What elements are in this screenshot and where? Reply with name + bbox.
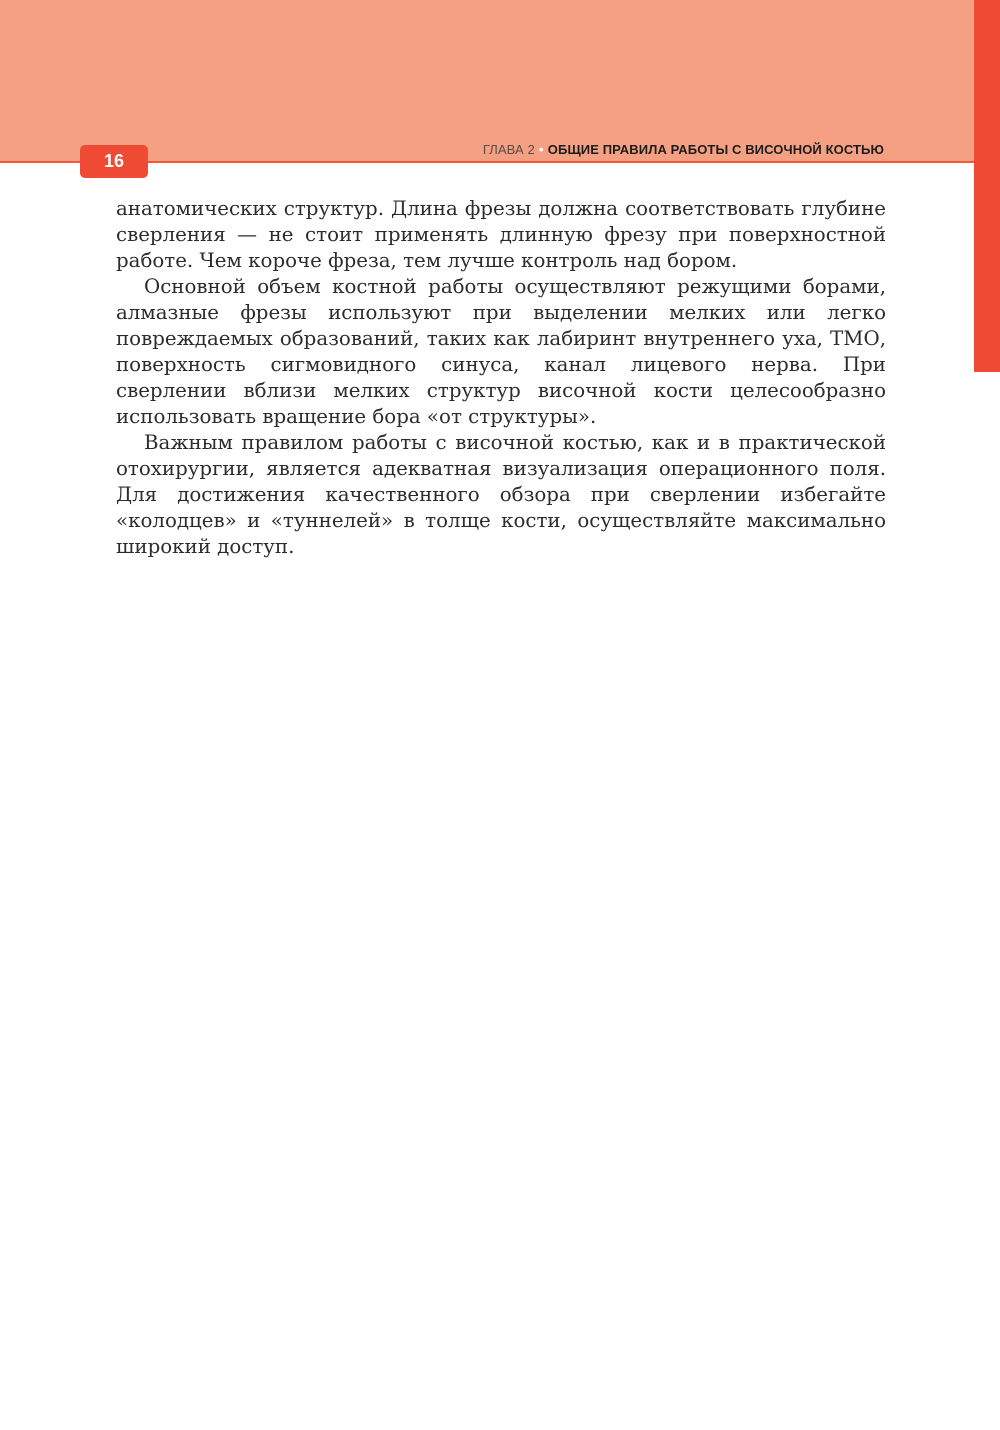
chapter-label: ГЛАВА 2 <box>482 142 535 157</box>
paragraph-continuation: анатомических структур. Длина фрезы должна соответствовать глубине сверления — не стоит применять длинную фрезу при поверхностной работе. Чем короче фреза, тем лучше контроль над бором. <box>116 197 886 272</box>
header-band <box>0 0 974 162</box>
paragraph: Основной объем костной работы осуществляют режущими борами, алмазные фрезы используют при выделении мелких или легко повреждаемых образований, таких как лабиринт внутреннего уха, ТМО, поверхность сигмовидного синуса, канал лицевого нерва. При сверлении вблизи мелких структур височной кости целесообразно использовать вращение бора «от структуры». <box>116 275 886 428</box>
page-number-badge: 16 <box>80 145 148 178</box>
chapter-side-tab <box>974 0 1000 372</box>
paragraph: Важным правилом работы с височной костью, как и в практической отохирургии, является адекватная визуализация операционного поля. Для достижения качественного обзора при сверлении избегайте «колодцев» и «туннелей» в толще кости, осуществляйте максимально широкий доступ. <box>116 431 886 558</box>
bullet-separator: • <box>538 141 544 157</box>
running-head <box>483 140 884 159</box>
body-text <box>116 196 886 560</box>
chapter-title: ОБЩИЕ ПРАВИЛА РАБОТЫ С ВИСОЧНОЙ КОСТЬЮ <box>547 142 884 157</box>
